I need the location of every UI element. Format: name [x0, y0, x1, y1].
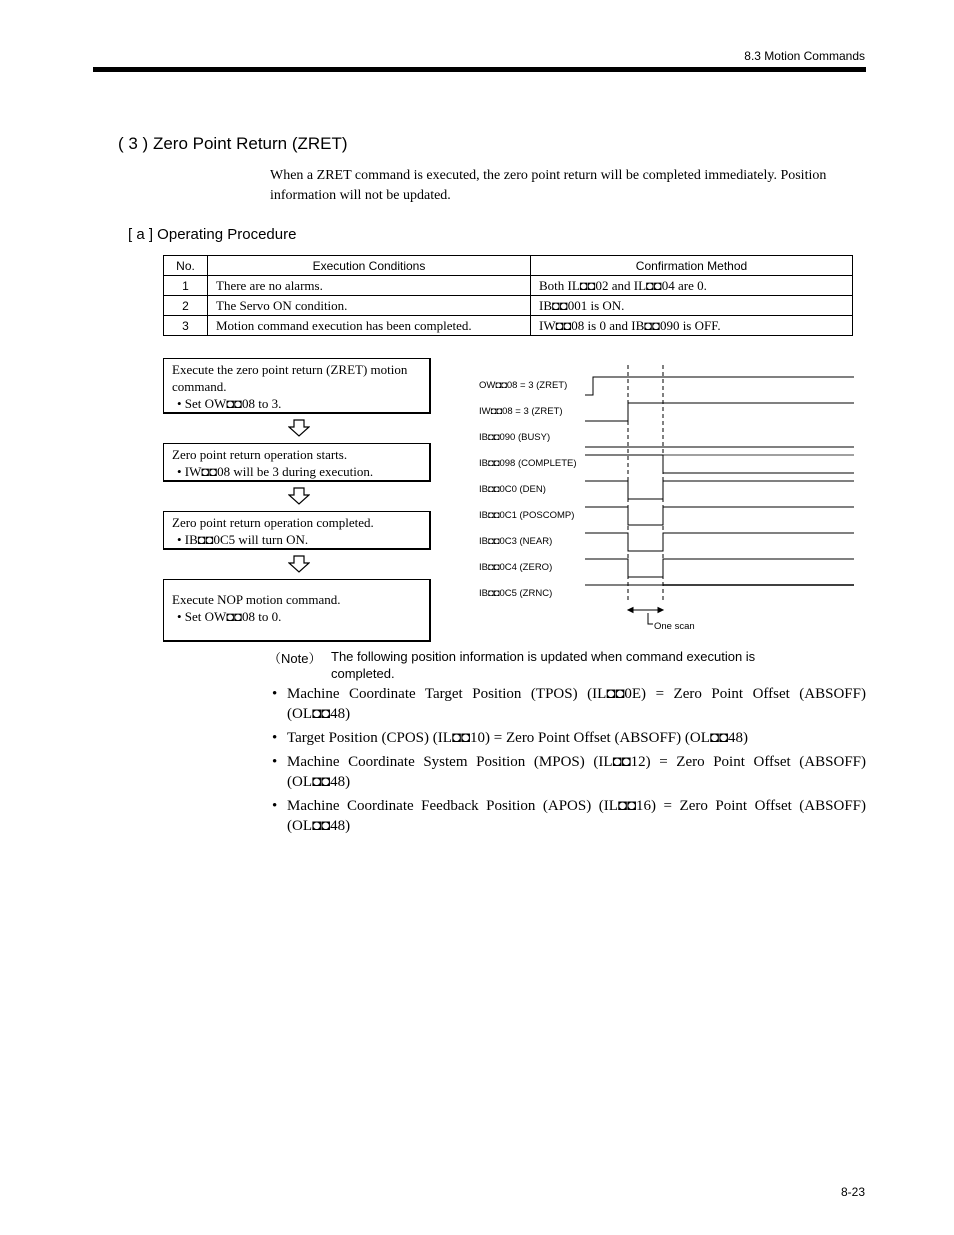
waveform-poscomp [585, 507, 854, 525]
signal-label: IB◘◘0C4 (ZERO) [479, 562, 553, 573]
note-text: The following position information is updated when command execution is completed. [331, 649, 756, 681]
execution-condition: Motion command execution has been completed. [208, 316, 531, 336]
signal-label: IW◘◘08 = 3 (ZRET) [479, 406, 563, 417]
list-item: • Machine Coordinate Target Position (TPOS) (IL◘◘0E) = Zero Point Offset (ABSOFF) (OL◘◘48) [270, 684, 866, 724]
signal-label: OW◘◘08 = 3 (ZRET) [479, 380, 568, 391]
flow-step-2 [163, 443, 431, 482]
list-item: • Target Position (CPOS) (IL◘◘10) = Zero Point Offset (ABSOFF) (OL◘◘48) [270, 728, 866, 748]
flow-step-text: Zero point return operation completed. [172, 515, 374, 530]
row-number: 1 [164, 276, 208, 296]
one-scan-label: One scan [654, 621, 695, 632]
running-header: 8.3 Motion Commands [744, 49, 865, 63]
col-header-no: No. [164, 256, 208, 276]
intro-paragraph: When a ZRET command is executed, the zero point return will be completed immediately. Position information will not be updated. [270, 168, 827, 203]
waveform-zero [585, 559, 854, 577]
section-title: ( 3 ) Zero Point Return (ZRET) [118, 134, 348, 153]
waveform-den [585, 481, 854, 499]
flow-step-text: Zero point return operation starts. [172, 447, 348, 462]
table-row [164, 276, 853, 296]
row-number: 3 [164, 316, 208, 336]
header-rule [93, 67, 866, 72]
flow-step-text: Execute NOP motion command. [172, 592, 341, 607]
table-row [164, 316, 853, 336]
row-number: 2 [164, 296, 208, 316]
confirmation-method: IW◘◘08 is 0 and IB◘◘090 is OFF. [531, 316, 853, 336]
flow-step-4 [163, 579, 431, 642]
signal-label: IB◘◘098 (COMPLETE) [479, 458, 577, 469]
signal-label: IB◘◘0C3 (NEAR) [479, 536, 553, 547]
confirmation-method: IB◘◘001 is ON. [531, 296, 853, 316]
signal-label: IB◘◘090 (BUSY) [479, 432, 551, 443]
list-item: • Machine Coordinate Feedback Position (APOS) (IL◘◘16) = Zero Point Offset (ABSOFF) (OL◘◘48) [270, 796, 866, 836]
table-row [164, 296, 853, 316]
confirmation-method: Both IL◘◘02 and IL◘◘04 are 0. [531, 276, 853, 296]
one-scan-leader [648, 613, 653, 624]
subsection-title: [ a ] Operating Procedure [128, 226, 297, 243]
page-number: 8-23 [840, 1185, 865, 1199]
flow-step-text: Execute the zero point return (ZRET) motion command. [172, 362, 408, 394]
list-item: • Machine Coordinate System Position (MPOS) (IL◘◘12) = Zero Point Offset (ABSOFF) (OL◘◘48) [270, 752, 866, 792]
waveform-near [585, 533, 854, 551]
position-info-list [270, 684, 866, 840]
signal-label: IB◘◘0C0 (DEN) [479, 484, 546, 495]
note-label: （Note） [268, 651, 322, 666]
flow-step-detail: • Set OW◘◘08 to 0. [177, 609, 282, 624]
table-header-row [164, 256, 853, 276]
down-arrow-icon [288, 487, 310, 505]
signal-label: IB◘◘0C1 (POSCOMP) [479, 510, 575, 521]
flow-step-detail: • IW◘◘08 will be 3 during execution. [177, 464, 374, 479]
waveform-iw08 [585, 403, 854, 421]
waveform-ow08 [585, 377, 854, 395]
execution-condition: The Servo ON condition. [208, 296, 531, 316]
flow-step-1 [163, 358, 431, 414]
down-arrow-icon [288, 555, 310, 573]
timing-chart [478, 362, 858, 634]
col-header-conditions: Execution Conditions [208, 256, 531, 276]
col-header-confirmation: Confirmation Method [531, 256, 853, 276]
flow-step-detail: • Set OW◘◘08 to 3. [177, 396, 282, 411]
down-arrow-icon [288, 419, 310, 437]
execution-condition: There are no alarms. [208, 276, 531, 296]
flow-step-detail: • IB◘◘0C5 will turn ON. [177, 532, 309, 547]
signal-label: IB◘◘0C5 (ZRNC) [479, 588, 553, 599]
waveform-complete [585, 455, 854, 473]
conditions-table [163, 255, 853, 336]
flow-step-3 [163, 511, 431, 550]
